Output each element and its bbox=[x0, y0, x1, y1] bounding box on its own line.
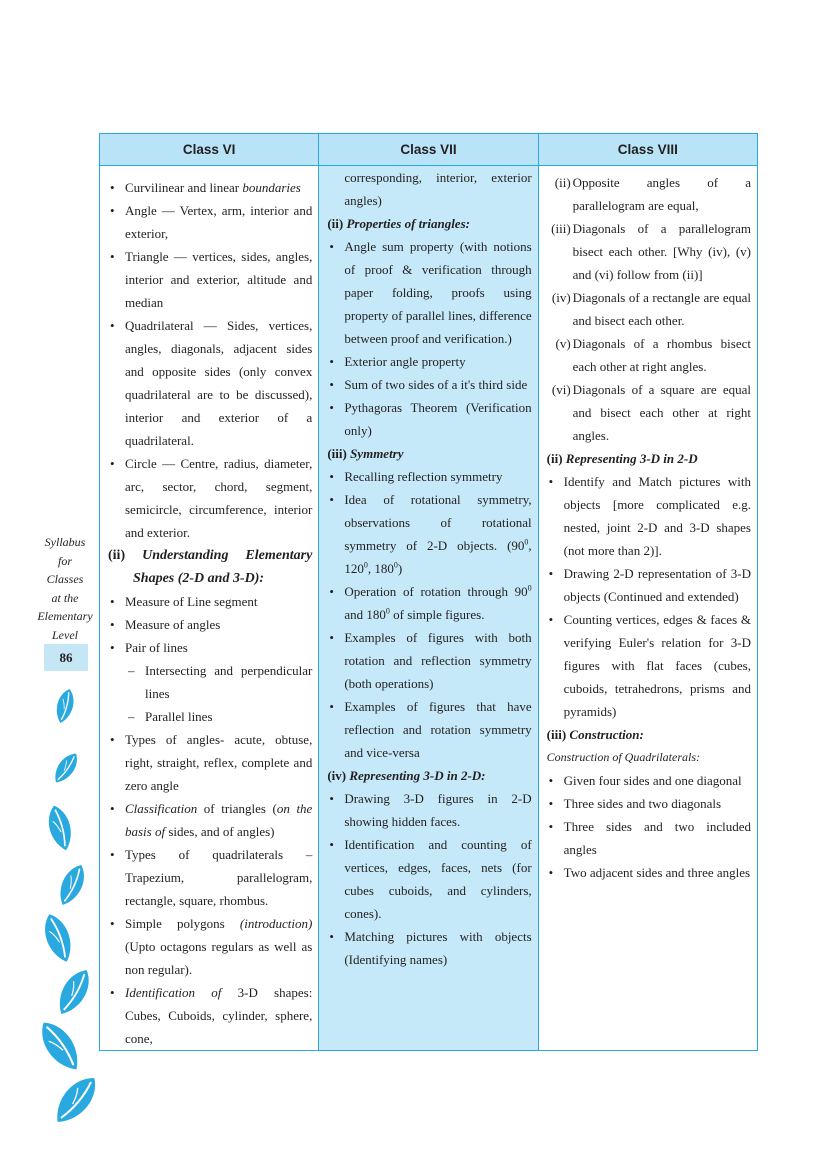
list-item: • Three sides and two diagonals bbox=[547, 792, 751, 815]
list-item: • Counting vertices, edges & faces & verifying Euler's relation for 3-D figures with flat faces (cubes, cuboids, tetrahedrons, prisms and pyramids) bbox=[547, 608, 751, 723]
column-header-class-viii: Class VIII bbox=[538, 134, 757, 166]
list-item: • Simple polygons (introduction) (Upto octagons regulars as well as non regular). bbox=[108, 912, 312, 981]
section-heading: (iv) Representing 3-D in 2-D: bbox=[327, 768, 486, 783]
list-item: • Identification of 3-D shapes: Cubes, Cuboids, cylinder, sphere, cone, bbox=[108, 981, 312, 1050]
section-heading: (ii) Properties of triangles: bbox=[327, 216, 470, 231]
list-item: • Operation of rotation through $90^0$ and $180^0$ of simple figures. bbox=[327, 580, 531, 626]
list-item: • Types of quadrilaterals – Trapezium, parallelogram, rectangle, square, rhombus. bbox=[108, 843, 312, 912]
leaf-icon bbox=[50, 749, 83, 787]
leaf-decoration bbox=[30, 680, 100, 1130]
sub-list-item: – Intersecting and perpendicular lines bbox=[108, 659, 312, 705]
list-item: • Angle — Vertex, arm, interior and exterior, bbox=[108, 199, 312, 245]
section-heading: (ii) Representing 3-D in 2-D bbox=[546, 451, 698, 466]
list-item: • Quadrilateral — Sides, vertices, angles, diagonals, adjacent sides and opposite sides (only convex quadrilateral are to be discussed), interior and exterior of a quadrilateral. bbox=[108, 314, 312, 452]
leaf-icon bbox=[39, 910, 77, 965]
leaf-icon bbox=[48, 1070, 100, 1130]
numbered-item: (v) Diagonals of a rhombus bisect each other at right angles. bbox=[555, 336, 751, 374]
table-body-row bbox=[100, 166, 758, 1051]
list-item: • Curvilinear and linear boundaries bbox=[108, 176, 312, 199]
list-item: • Recalling reflection symmetry bbox=[327, 465, 531, 488]
list-item: • Three sides and two included angles bbox=[547, 815, 751, 861]
section-heading: (iii) Symmetry bbox=[327, 446, 404, 461]
leaf-icon bbox=[53, 687, 77, 725]
list-item-continuation: corresponding, interior, exterior angles) bbox=[344, 170, 532, 208]
column-header-class-vii: Class VII bbox=[319, 134, 538, 166]
list-item: • Circle — Centre, radius, diameter, arc, sector, chord, segment, semicircle, circumference, interior and exterior. bbox=[108, 452, 312, 544]
numbered-item: (vi) Diagonals of a square are equal and bisect each other at right angles. bbox=[551, 382, 751, 443]
list-item: • Drawing 3-D figures in 2-D showing hidden faces. bbox=[327, 787, 531, 833]
table-header-row bbox=[100, 134, 758, 166]
class-vi-column bbox=[100, 166, 319, 1051]
list-item: • Pair of lines bbox=[108, 636, 312, 659]
leaf-icon bbox=[33, 1015, 87, 1076]
list-item: • Examples of figures that have reflection and rotation symmetry and vice-versa bbox=[327, 695, 531, 764]
class-viii-column bbox=[538, 166, 757, 1051]
list-item: • Matching pictures with objects (Identifying names) bbox=[327, 925, 531, 971]
class-vii-column bbox=[319, 166, 538, 1051]
list-item: • Examples of figures with both rotation and reflection symmetry (both operations) bbox=[327, 626, 531, 695]
sidebar-caption bbox=[30, 533, 100, 644]
list-item: • Idea of rotational symmetry, observations of rotational symmetry of 2-D objects. ($90^0$, $120^0$, $180^0$) bbox=[327, 488, 531, 580]
syllabus-table bbox=[99, 133, 758, 1051]
list-item: • Exterior angle property bbox=[327, 350, 531, 373]
page-number: 86 bbox=[44, 644, 88, 671]
sidebar-line: for bbox=[57, 553, 72, 568]
list-item: • Identification and counting of vertices, edges, faces, nets (for cubes cuboids, and cylinders, cones). bbox=[327, 833, 531, 925]
sidebar-line: Elementary bbox=[37, 609, 93, 623]
list-item: • Drawing 2-D representation of 3-D objects (Continued and extended) bbox=[547, 562, 751, 608]
list-item: • Types of angles- acute, obtuse, right, straight, reflex, complete and zero angle bbox=[108, 728, 312, 797]
numbered-item: (ii) Opposite angles of a parallelogram are equal, bbox=[554, 175, 751, 213]
sidebar-line: Level bbox=[52, 627, 78, 642]
column-header-class-vi: Class VI bbox=[100, 134, 319, 166]
leaf-icon bbox=[44, 803, 76, 853]
list-item: • Classification of triangles (on the basis of sides, and of angles) bbox=[108, 797, 312, 843]
section-heading: (iii) Construction: bbox=[546, 727, 644, 742]
numbered-item: (iv) Diagonals of a rectangle are equal and bisect each other. bbox=[551, 290, 751, 328]
list-item: • Given four sides and one diagonal bbox=[547, 769, 751, 792]
sidebar-line: Syllabus bbox=[44, 535, 86, 549]
leaf-icon bbox=[54, 861, 90, 909]
list-item: • Sum of two sides of a it's third side bbox=[327, 373, 531, 396]
leaf-icon bbox=[52, 964, 97, 1019]
sidebar-line: Classes bbox=[46, 572, 84, 586]
list-item: • Triangle — vertices, sides, angles, interior and exterior, altitude and median bbox=[108, 245, 312, 314]
sub-heading: Construction of Quadrilaterals: bbox=[546, 750, 700, 764]
list-item: • Angle sum property (with notions of proof & verification through paper folding, proofs using property of parallel lines, difference between proof and verification.) bbox=[327, 235, 531, 350]
sidebar-line: at the bbox=[51, 590, 79, 605]
list-item: • Identify and Match pictures with objects [more complicated e.g. nested, joint 2-D and 3-D shapes (not more than 2)]. bbox=[547, 470, 751, 562]
section-heading: (ii) Understanding Elementary Shapes (2-D and 3-D): bbox=[108, 548, 313, 586]
list-item: • Two adjacent sides and three angles bbox=[547, 861, 751, 884]
list-item: • Measure of Line segment bbox=[108, 590, 312, 613]
list-item: • Pythagoras Theorem (Verification only) bbox=[327, 396, 531, 442]
list-item: • Measure of angles bbox=[108, 613, 312, 636]
numbered-item: (iii) Diagonals of a parallelogram bisect each other. [Why (iv), (v) and (vi) follow from (ii)] bbox=[551, 221, 751, 282]
sub-list-item: – Parallel lines bbox=[108, 705, 312, 728]
